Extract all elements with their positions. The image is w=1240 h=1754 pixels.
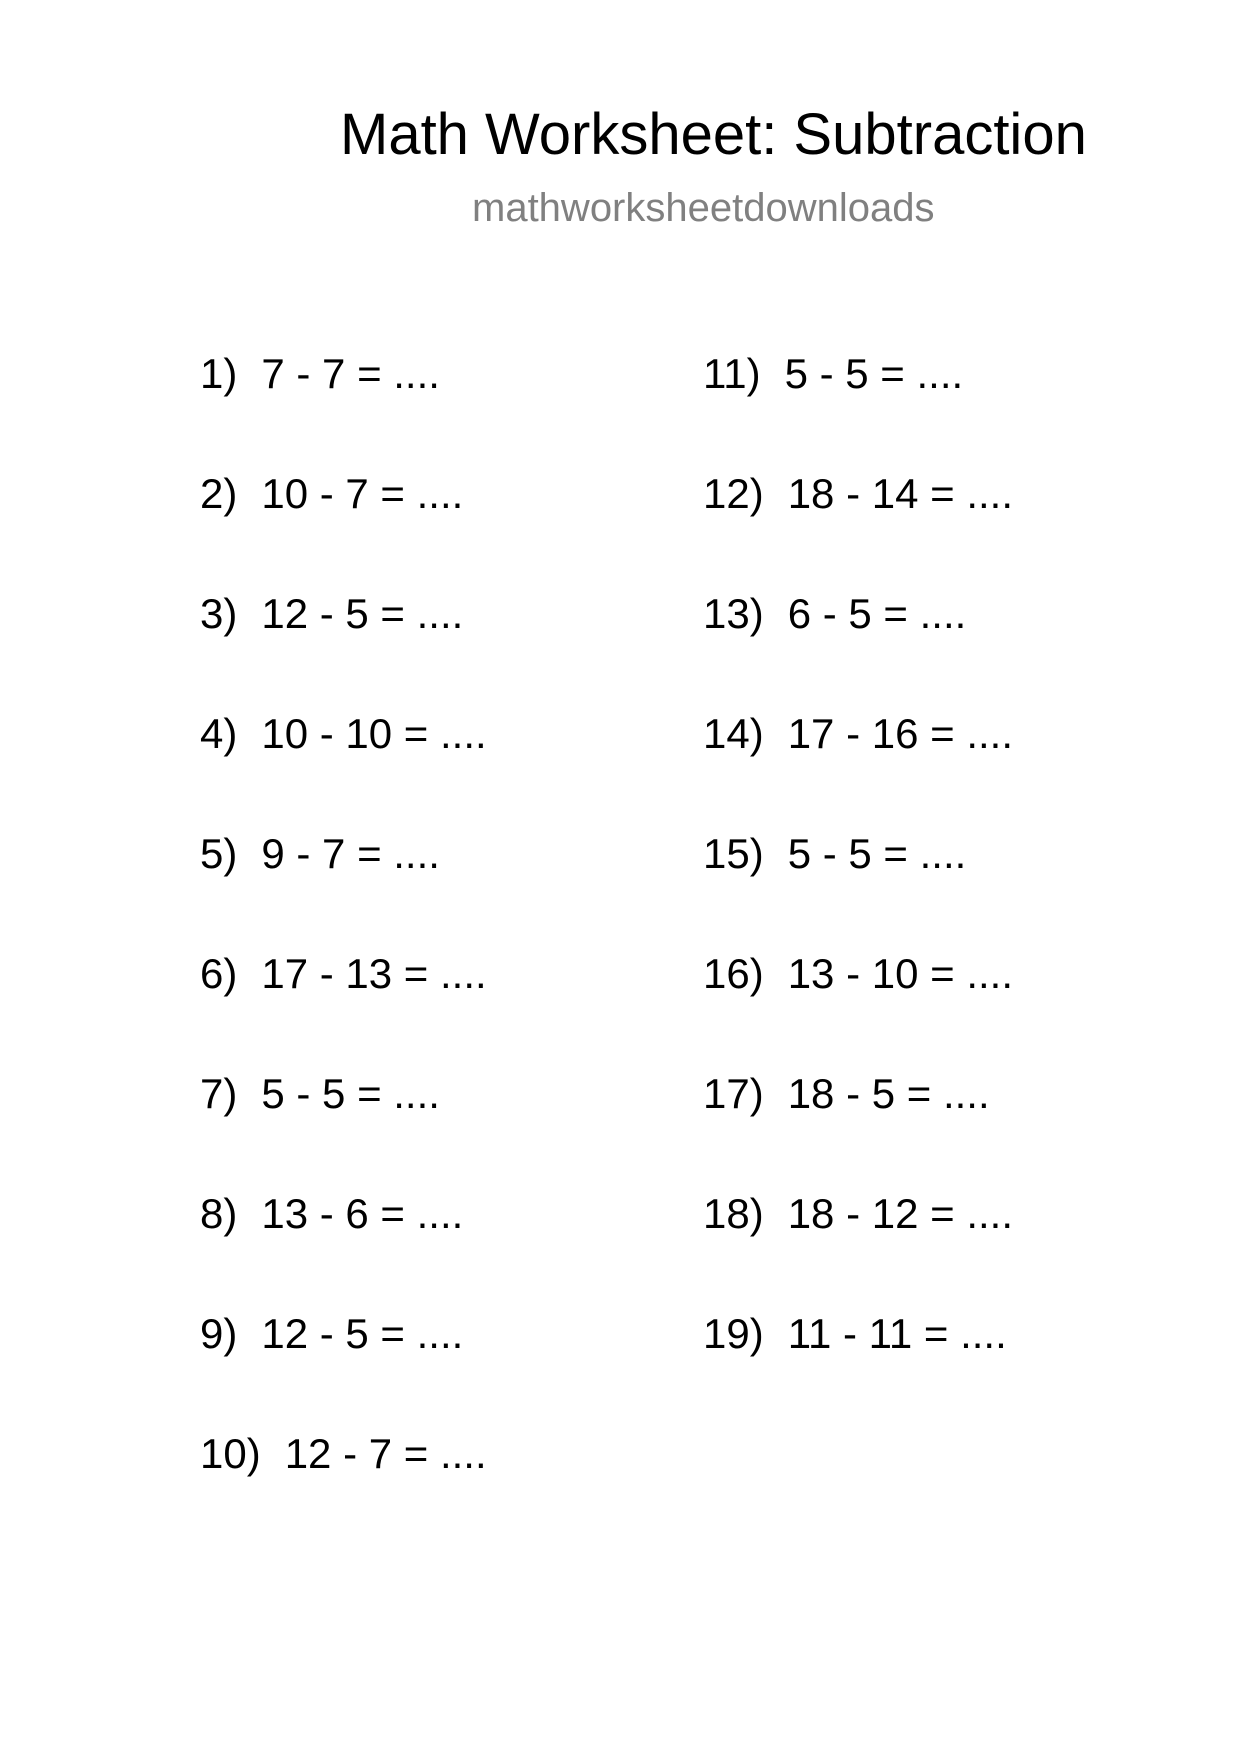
problem-number: 9)	[200, 1310, 238, 1357]
problem-number: 12)	[703, 470, 764, 517]
problem-expression: 9 - 7 = ....	[261, 830, 440, 877]
problem-19	[703, 1309, 1013, 1429]
problem-expression: 13 - 6 = ....	[261, 1190, 464, 1237]
problem-18	[703, 1189, 1013, 1309]
problem-expression: 10 - 7 = ....	[261, 470, 464, 517]
problem-number: 14)	[703, 710, 764, 757]
problem-expression: 5 - 5 = ....	[784, 350, 964, 397]
problem-number: 17)	[703, 1070, 764, 1117]
problem-9	[200, 1309, 487, 1429]
problem-11	[703, 349, 1013, 469]
problem-expression: 5 - 5 = ....	[261, 1070, 440, 1117]
problem-number: 6)	[200, 950, 238, 997]
problem-number: 15)	[703, 830, 764, 877]
problem-expression: 12 - 5 = ....	[261, 590, 464, 637]
problem-expression: 6 - 5 = ....	[787, 590, 967, 637]
problem-expression: 18 - 12 = ....	[787, 1190, 1014, 1237]
problem-15	[703, 829, 1013, 949]
problem-expression: 17 - 16 = ....	[787, 710, 1014, 757]
problem-expression: 5 - 5 = ....	[787, 830, 967, 877]
problem-expression: 18 - 14 = ....	[787, 470, 1014, 517]
problem-expression: 10 - 10 = ....	[261, 710, 487, 757]
problem-10	[200, 1429, 487, 1549]
problem-number: 11)	[703, 350, 761, 397]
problem-expression: 13 - 10 = ....	[787, 950, 1014, 997]
problem-number: 1)	[200, 350, 238, 397]
problem-number: 16)	[703, 950, 764, 997]
problem-expression: 12 - 7 = ....	[284, 1430, 487, 1477]
problem-number: 2)	[200, 470, 238, 517]
problem-13	[703, 589, 1013, 709]
problem-number: 5)	[200, 830, 238, 877]
problem-number: 7)	[200, 1070, 238, 1117]
problem-expression: 17 - 13 = ....	[261, 950, 487, 997]
problem-number: 13)	[703, 590, 764, 637]
problem-number: 8)	[200, 1190, 238, 1237]
problem-16	[703, 949, 1013, 1069]
problem-number: 19)	[703, 1310, 764, 1357]
problem-1	[200, 349, 487, 469]
problem-14	[703, 709, 1013, 829]
problem-column-right	[703, 349, 1013, 1429]
problem-number: 4)	[200, 710, 238, 757]
problem-8	[200, 1189, 487, 1309]
worksheet-title: Math Worksheet: Subtraction	[340, 102, 1087, 167]
problem-4	[200, 709, 487, 829]
problem-number: 18)	[703, 1190, 764, 1237]
problem-2	[200, 469, 487, 589]
problem-6	[200, 949, 487, 1069]
problem-expression: 12 - 5 = ....	[261, 1310, 464, 1357]
problem-7	[200, 1069, 487, 1189]
problem-3	[200, 589, 487, 709]
worksheet-source: mathworksheetdownloads	[472, 186, 935, 230]
problem-12	[703, 469, 1013, 589]
problem-number: 3)	[200, 590, 238, 637]
problem-column-left	[200, 349, 487, 1549]
problem-number: 10)	[200, 1430, 261, 1477]
problem-expression: 7 - 7 = ....	[261, 350, 440, 397]
problem-expression: 11 - 11 = ....	[787, 1310, 1007, 1357]
problem-5	[200, 829, 487, 949]
problem-expression: 18 - 5 = ....	[787, 1070, 990, 1117]
problem-17	[703, 1069, 1013, 1189]
